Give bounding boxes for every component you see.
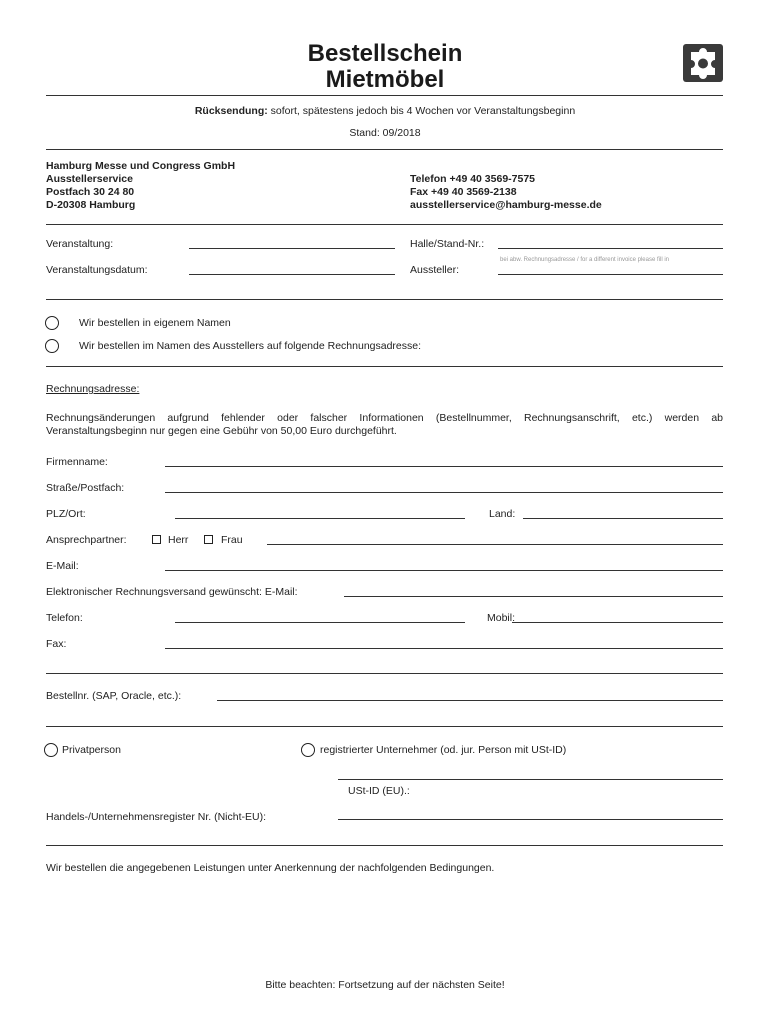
company-postbox: Postfach 30 24 80 bbox=[46, 186, 135, 198]
divider bbox=[46, 149, 723, 150]
return-label: Rücksendung: bbox=[194, 105, 268, 117]
land-field[interactable] bbox=[523, 518, 723, 519]
veranstaltung-label: Veranstaltung: bbox=[46, 238, 114, 250]
divider bbox=[46, 726, 723, 727]
company-name: Hamburg Messe und Congress GmbH bbox=[46, 160, 236, 172]
plz-field[interactable] bbox=[175, 518, 465, 519]
e-invoice-label: Elektronischer Rechnungsversand gewünscht: E-Mail: bbox=[46, 586, 298, 598]
divider bbox=[46, 673, 723, 674]
email-label: E-Mail: bbox=[46, 560, 79, 572]
frau-label: Frau bbox=[221, 534, 243, 546]
order-no-field[interactable] bbox=[217, 700, 723, 701]
company-phone: Telefon +49 40 3569-7575 bbox=[410, 173, 536, 185]
firmenname-field[interactable] bbox=[165, 466, 723, 467]
terms-text: Wir bestellen die angegebenen Leistungen unter Anerkennung der nachfolgenden Bedingungen. bbox=[46, 862, 495, 874]
divider bbox=[46, 299, 723, 300]
land-label: Land: bbox=[489, 508, 516, 520]
company-department: Ausstellerservice bbox=[46, 173, 133, 185]
plz-label: PLZ/Ort: bbox=[46, 508, 86, 520]
aussteller-hint: bei abw. Rechnungsadresse / for a different invoice please fill in bbox=[500, 257, 669, 263]
email-field[interactable] bbox=[165, 570, 723, 571]
register-field[interactable] bbox=[338, 819, 723, 820]
aussteller-field[interactable] bbox=[498, 274, 723, 275]
order-no-label: Bestellnr. (SAP, Oracle, etc.): bbox=[46, 690, 182, 702]
company-email: ausstellerservice@hamburg-messe.de bbox=[410, 199, 602, 211]
vat-field[interactable] bbox=[338, 779, 723, 780]
business-label: registrierter Unternehmer (od. jur. Person mit USt-ID) bbox=[320, 744, 567, 756]
frau-checkbox[interactable] bbox=[204, 535, 213, 544]
private-radio[interactable] bbox=[44, 743, 58, 757]
private-label: Privatperson bbox=[62, 744, 121, 756]
return-text: sofort, spätestens jedoch bis 4 Wochen vor Veranstaltungsbeginn bbox=[267, 105, 576, 117]
datum-field[interactable] bbox=[189, 274, 395, 275]
business-radio[interactable] bbox=[301, 743, 315, 757]
strasse-field[interactable] bbox=[165, 492, 723, 493]
strasse-label: Straße/Postfach: bbox=[46, 482, 125, 494]
billing-notice: Rechnungsänderungen aufgrund fehlender oder falscher Informationen (Bestellnummer, Rechnungsanschrift, etc.) werden ab Veranstaltungsbeginn nur gegen eine Gebühr von 50,00 Euro durchgeführt. bbox=[46, 412, 723, 437]
aussteller-label: Aussteller: bbox=[410, 264, 460, 276]
exhibitor-name-label: Wir bestellen im Namen des Ausstellers auf folgende Rechnungsadresse: bbox=[79, 340, 422, 352]
mobil-label: Mobil: bbox=[487, 612, 516, 624]
divider bbox=[46, 845, 723, 846]
halle-label: Halle/Stand-Nr.: bbox=[410, 238, 485, 250]
exhibitor-name-radio[interactable] bbox=[45, 339, 59, 353]
puzzle-logo-icon bbox=[683, 44, 723, 82]
firmenname-label: Firmenname: bbox=[46, 456, 108, 468]
own-name-radio[interactable] bbox=[45, 316, 59, 330]
register-label: Handels-/Unternehmensregister Nr. (Nicht-EU): bbox=[46, 811, 266, 823]
halle-field[interactable] bbox=[498, 248, 723, 249]
ansprechpartner-label: Ansprechpartner: bbox=[46, 534, 127, 546]
page-title: Bestellschein bbox=[307, 40, 463, 67]
company-fax: Fax +49 40 3569-2138 bbox=[410, 186, 517, 198]
mobil-field[interactable] bbox=[512, 622, 723, 623]
return-note bbox=[0, 105, 770, 117]
divider bbox=[46, 224, 723, 225]
e-invoice-field[interactable] bbox=[344, 596, 723, 597]
telefon-field[interactable] bbox=[175, 622, 465, 623]
company-logo bbox=[683, 44, 723, 82]
vat-label: USt-ID (EU).: bbox=[348, 785, 410, 797]
divider bbox=[46, 95, 723, 96]
datum-label: Veranstaltungsdatum: bbox=[46, 264, 148, 276]
fax-label: Fax: bbox=[46, 638, 67, 650]
continue-note: Bitte beachten: Fortsetzung auf der nächsten Seite! bbox=[265, 979, 505, 991]
herr-label: Herr bbox=[168, 534, 189, 546]
telefon-label: Telefon: bbox=[46, 612, 83, 624]
own-name-label: Wir bestellen in eigenem Namen bbox=[79, 317, 231, 329]
fax-field[interactable] bbox=[165, 648, 723, 649]
herr-checkbox[interactable] bbox=[152, 535, 161, 544]
ansprechpartner-field[interactable] bbox=[267, 544, 723, 545]
page-subtitle: Mietmöbel bbox=[325, 66, 445, 93]
divider bbox=[46, 366, 723, 367]
company-city: D-20308 Hamburg bbox=[46, 199, 136, 211]
stand-date: Stand: 09/2018 bbox=[349, 127, 421, 139]
billing-heading: Rechnungsadresse: bbox=[46, 383, 140, 395]
veranstaltung-field[interactable] bbox=[189, 248, 395, 249]
